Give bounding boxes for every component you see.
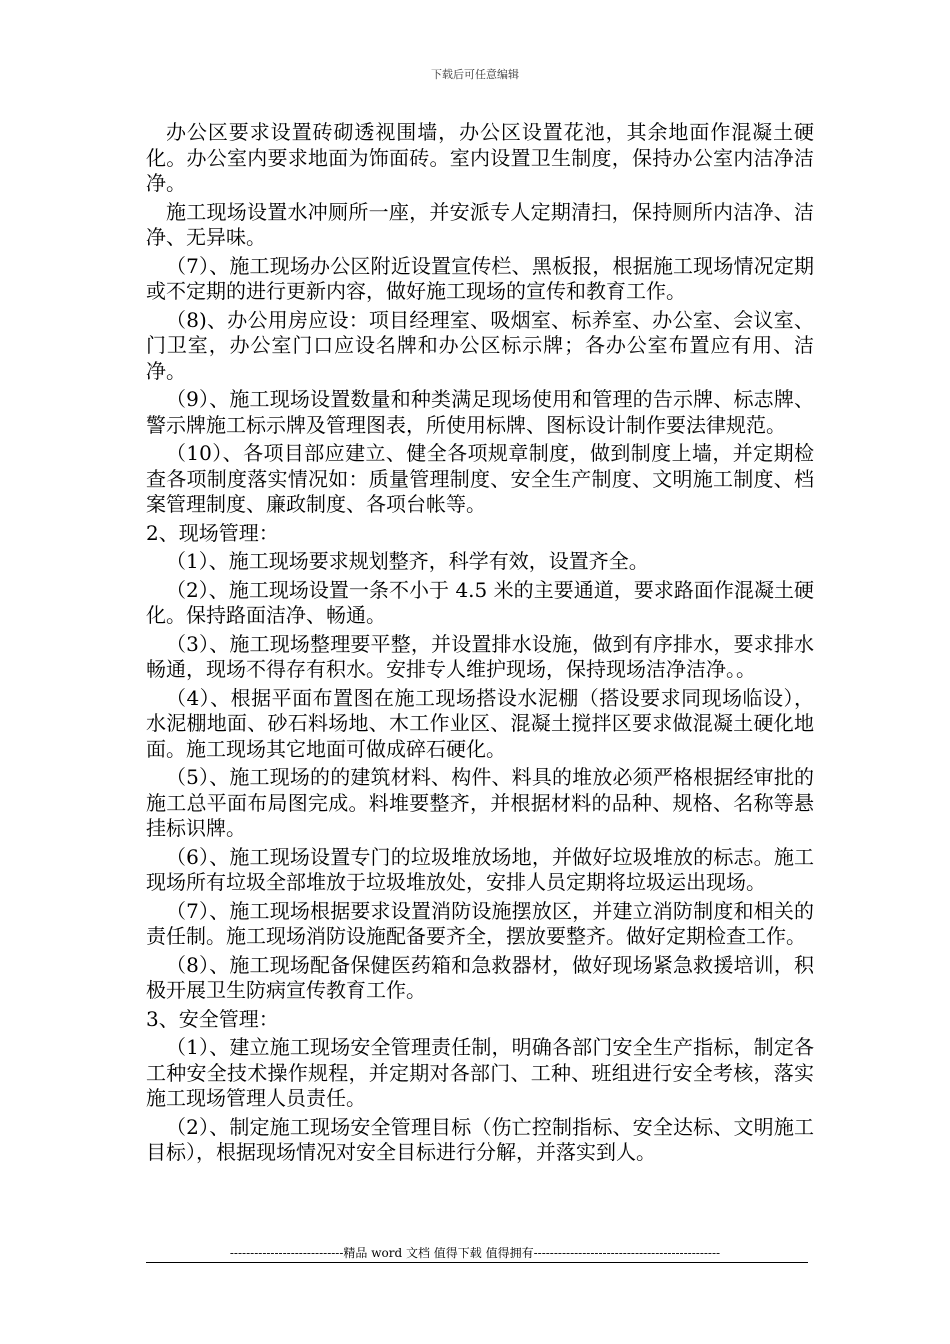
paragraph: 施工现场设置水冲厕所一座，并安派专人定期清扫，保持厕所内洁净、洁净、无异味。 [146, 199, 814, 249]
paragraph: （6）、施工现场设置专门的垃圾堆放场地，并做好垃圾堆放的标志。施工现场所有垃圾全部堆放于垃圾堆放处，安排人员定期将垃圾运出现场。 [146, 844, 814, 894]
footer-divider [146, 1262, 808, 1263]
page-footer-note: ----------------------------精品 word 文档 值得下载 值得拥有---------------------------------------------- [229, 1246, 721, 1260]
paragraph: （2）、制定施工现场安全管理目标（伤亡控制指标、安全达标、文明施工目标），根据现场情况对安全目标进行分解，并落实到人。 [146, 1114, 814, 1164]
paragraph: （4）、根据平面布置图在施工现场搭设水泥棚（搭设要求同现场临设），水泥棚地面、砂石料场地、木工作业区、混凝土搅拌区要求做混凝土硬化地面。施工现场其它地面可做成碎石硬化。 [146, 685, 814, 761]
paragraph: （9）、施工现场设置数量和种类满足现场使用和管理的告示牌、标志牌、警示牌施工标示牌及管理图表，所使用标牌、图标设计制作要法律规范。 [146, 387, 814, 437]
page-header-note: 下载后可任意编辑 [431, 68, 519, 81]
section-heading: 3、安全管理： [146, 1006, 279, 1031]
paragraph: （1）、建立施工现场安全管理责任制，明确各部门安全生产指标，制定各工种安全技术操作规程，并定期对各部门、工种、班组进行安全考核，落实施工现场管理人员责任。 [146, 1035, 814, 1110]
document-body [146, 120, 814, 1169]
paragraph: （2）、施工现场设置一条不小于 4.5 米的主要通道，要求路面作混凝土硬化。保持路面洁净、畅通。 [146, 577, 814, 627]
paragraph: （8)、办公用房应设：项目经理室、吸烟室、标养室、办公室、会议室、门卫室，办公室门口应设名牌和办公区标示牌；各办公室布置应有用、洁净。 [146, 307, 814, 383]
paragraph: （7）、施工现场办公区附近设置宣传栏、黑板报，根据施工现场情况定期或不定期的进行更新内容，做好施工现场的宣传和教育工作。 [146, 253, 814, 303]
paragraph: （7）、施工现场根据要求设置消防设施摆放区，并建立消防制度和相关的责任制。施工现场消防设施配备要齐全，摆放要整齐。做好定期检查工作。 [146, 898, 814, 948]
paragraph: （5）、施工现场的的建筑材料、构件、料具的堆放必须严格根据经审批的施工总平面布局图完成。料堆要整齐，并根据材料的品种、规格、名称等悬挂标识牌。 [146, 765, 814, 840]
section-heading: 2、现场管理： [146, 520, 279, 545]
paragraph: （10）、各项目部应建立、健全各项规章制度，做到制度上墙，并定期检查各项制度落实情况如：质量管理制度、安全生产制度、文明施工制度、档案管理制度、廉政制度、各项台帐等。 [146, 441, 814, 516]
paragraph: （8）、施工现场配备保健医药箱和急救器材，做好现场紧急救援培训，积极开展卫生防病宣传教育工作。 [146, 952, 814, 1002]
paragraph: （3）、施工现场整理要平整，并设置排水设施，做到有序排水，要求排水畅通，现场不得存有积水。安排专人维护现场，保持现场洁净洁净。。 [146, 631, 814, 681]
paragraph: 办公区要求设置砖砌透视围墙，办公区设置花池，其余地面作混凝土硬化。办公室内要求地面为饰面砖。室内设置卫生制度，保持办公室内洁净洁净。 [146, 120, 814, 195]
paragraph: （1）、施工现场要求规划整齐，科学有效，设置齐全。 [166, 549, 649, 573]
